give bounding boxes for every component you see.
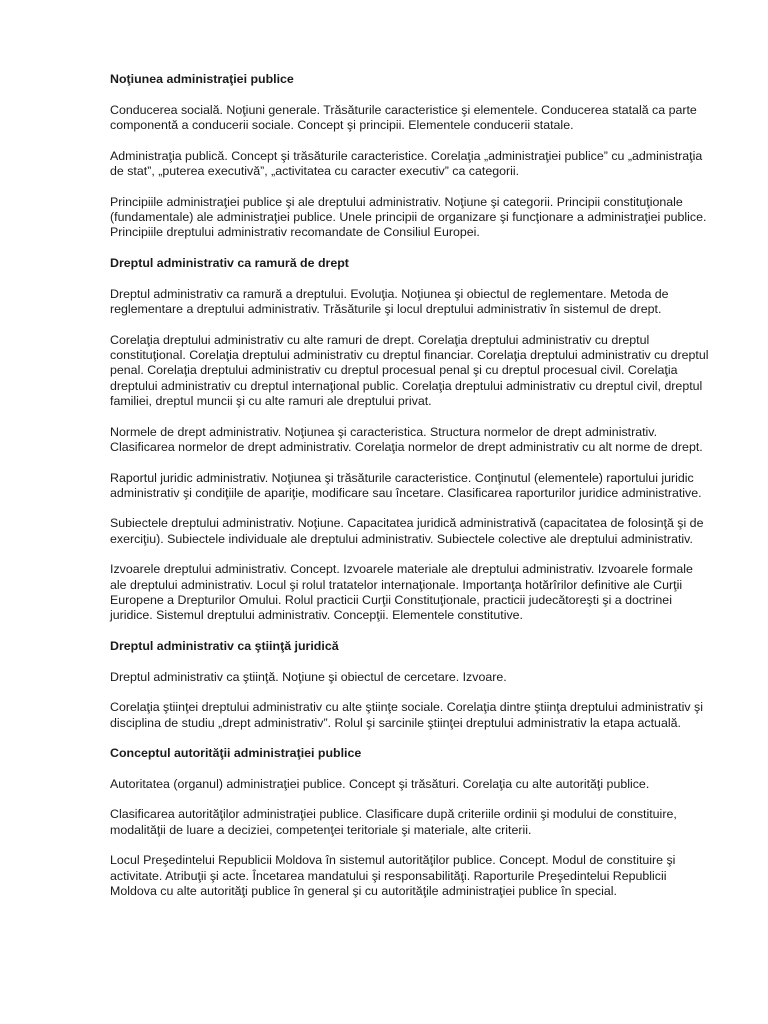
section-autoritati-administratie <box>110 746 710 899</box>
paragraph: Administraţia publică. Concept şi trăsăturile caracteristice. Corelaţia „administraţiei publice” cu „administraţia de stat”, „puterea executivă”, „activitatea cu caracter executiv” ca categorii. <box>110 148 703 179</box>
section-administratie-publica <box>110 72 710 241</box>
paragraph: Dreptul administrativ ca ramură a dreptului. Evoluţia. Noţiunea şi obiectul de reglementare. Metoda de reglementare a dreptului administrativ. Trăsăturile şi locul dreptului administrativ în sistemul de drept. <box>110 286 669 317</box>
paragraph: Conducerea socială. Noţiuni generale. Trăsăturile caracteristice şi elementele. Conducerea statală ca parte componentă a conducerii sociale. Concept şi principii. Elementele conducerii statale. <box>110 103 697 133</box>
paragraph: Subiectele dreptului administrativ. Noţiune. Capacitatea juridică administrativă (capacitatea de folosinţă şi de exerciţiu). Subiectele individuale ale dreptului administrativ. Subiectele colective ale dreptului administrativ. <box>110 516 704 546</box>
section-drept-administrativ-stiinta <box>110 639 710 731</box>
section-heading: Noţiunea administraţiei publice <box>110 72 294 86</box>
paragraph: Normele de drept administrativ. Noţiunea şi caracteristica. Structura normelor de drept administrativ. Clasificarea normelor de drept administrativ. Corelaţia normelor de drept administrativ cu alt norme de drept. <box>110 424 703 455</box>
document-page <box>110 72 710 914</box>
paragraph: Principiile administraţiei publice şi ale dreptului administrativ. Noţiune şi categorii. Principii constituţionale (fundamentale) ale administraţiei publice. Unele principii de organizare şi funcţionare a administraţiei publice. Principiile dreptului administrativ recomandate de Consiliul Europei. <box>110 194 707 240</box>
section-heading: Conceptul autorităţii administraţiei publice <box>110 745 362 760</box>
paragraph: Raportul juridic administrativ. Noţiunea şi trăsăturile caracteristice. Conţinutul (elementele) raportului juridic administrativ şi condiţiile de apariţie, modificare sau încetare. Clasificarea raporturilor juridice administrative. <box>110 470 702 500</box>
section-heading: Dreptul administrativ ca ramură de drept <box>110 255 349 270</box>
section-drept-administrativ-ramura <box>110 256 710 624</box>
paragraph: Autoritatea (organul) administraţiei publice. Concept şi trăsături. Corelaţia cu alte autorităţi publice. <box>110 776 650 791</box>
paragraph: Izvoarele dreptului administrativ. Concept. Izvoarele materiale ale dreptului administrativ. Izvoarele formale ale dreptului administrativ. Locul şi rolul tratatelor internaţionale. Importanţa hotărîrilor definitive ale Curţii Europene a Drepturilor Omului. Rolul practicii Curţii Constituţionale, practicii judecătoreşti şi a doctrinei juridice. Sistemul dreptului administrativ. Concepţii. Elementele constitutive. <box>110 562 693 623</box>
paragraph: Clasificarea autorităţilor administraţiei publice. Clasificare după criteriile ordinii şi modului de constituire, modalităţii de luare a deciziei, competenţei teritoriale şi materiale, alte criterii. <box>110 807 677 837</box>
paragraph: Corelaţia dreptului administrativ cu alte ramuri de drept. Corelaţia dreptului administrativ cu dreptul constituţional. Corelaţia dreptului administrativ cu dreptul financiar. Corelaţia dreptului administrativ cu dreptul penal. Corelaţia dreptului administrativ cu dreptul procesual penal şi cu dreptul procesual civil. Corelaţia dreptului administrativ cu dreptul internaţional public. Corelaţia dreptului administrativ cu dreptul civil, dreptul familiei, dreptul muncii şi cu alte ramuri ale dreptului privat. <box>110 332 709 409</box>
paragraph: Corelaţia ştiinţei dreptului administrativ cu alte ştiinţe sociale. Corelaţia dintre ştiinţa dreptului administrativ şi disciplina de studiu „drept administrativ”. Rolul şi sarcinile ştiinţei dreptului administrativ la etapa actuală. <box>110 700 703 730</box>
paragraph: Locul Preşedintelui Republicii Moldova în sistemul autorităţilor publice. Concept. Modul de constituire şi activitate. Atribuţii şi acte. Încetarea mandatului şi responsabilităţi. Raporturile Preşedintelui Republicii Moldova cu alte autorităţi publice în general şi cu autorităţile administraţiei publice în special. <box>110 853 676 898</box>
section-heading: Dreptul administrativ ca ştiinţă juridică <box>110 638 339 653</box>
paragraph: Dreptul administrativ ca ştiinţă. Noţiune şi obiectul de cercetare. Izvoare. <box>110 669 507 684</box>
